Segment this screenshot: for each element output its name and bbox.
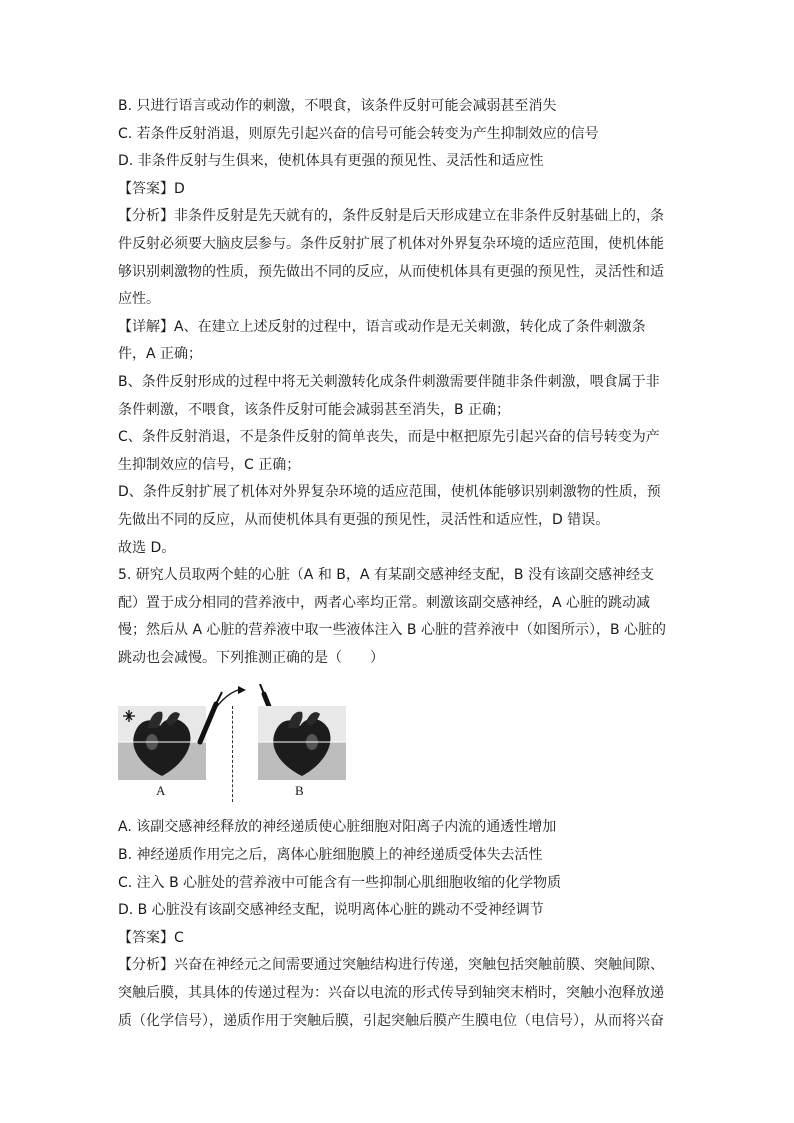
- text-line: 【详解】A、在建立上述反射的过程中，语言或动作是无关刺激，转化成了条件刺激条: [118, 318, 646, 335]
- text-line: C、条件反射消退，不是条件反射的简单丧失，而是中枢把原先引起兴奋的信号转变为产: [118, 429, 660, 446]
- text-line: 应性。: [118, 291, 160, 308]
- text-line: C. 注入 B 心脏处的营养液中可能含有一些抑制心肌细胞收缩的化学物质: [118, 874, 562, 891]
- question-text-bottom: [118, 814, 678, 1035]
- text-line: D、条件反射扩展了机体对外界复杂环境的适应范围，使机体能够识别刺激物的性质，预: [118, 484, 661, 501]
- text-line: D. B 心脏没有该副交感神经支配，说明离体心脏的跳动不受神经调节: [118, 902, 544, 919]
- text-line: A. 该副交感神经释放的神经递质使心脏细胞对阳离子内流的通透性增加: [118, 819, 557, 836]
- text-line: 件，A 正确；: [118, 346, 203, 363]
- text-line: 【分析】非条件反射是先天就有的，条件反射是后天形成建立在非条件反射基础上的，条: [118, 208, 664, 225]
- text-line: B. 神经递质作用完之后，离体心脏细胞膜上的神经递质受体失去活性: [118, 847, 543, 864]
- text-line: 配）置于成分相同的营养液中，两者心率均正常。刺激该副交感神经，A 心脏的跳动减: [118, 594, 651, 611]
- text-line: D. 非条件反射与生俱来，使机体具有更强的预见性、灵活性和适应性: [118, 153, 544, 170]
- text-line: 条件刺激，不喂食，该条件反射可能会减弱甚至消失，B 正确；: [118, 401, 511, 418]
- text-line: 【答案】C: [118, 929, 184, 946]
- text-line: 质（化学信号），递质作用于突触后膜，引起突触后膜产生膜电位（电信号），从而将兴奋: [118, 1012, 664, 1029]
- text-line: 先做出不同的反应，从而使机体具有更强的预见性，灵活性和适应性，D 错误。: [118, 511, 610, 528]
- figure-label-b: B: [295, 783, 304, 799]
- text-line: 突触后膜，其具体的传递过程为：兴奋以电流的形式传导到轴突末梢时，突触小泡释放递: [118, 985, 664, 1002]
- document-page: [118, 93, 678, 1035]
- question-text-top: [118, 93, 678, 672]
- text-line: 【答案】D: [118, 180, 185, 197]
- text-line: 件反射必须要大脑皮层参与。条件反射扩展了机体对外界复杂环境的适应范围，使机体能: [118, 235, 664, 252]
- text-line: 故选 D。: [118, 539, 176, 556]
- experiment-figure: [118, 684, 318, 808]
- text-line: 生抑制效应的信号，C 正确；: [118, 456, 301, 473]
- text-line: B、条件反射形成的过程中将无关刺激转化成条件刺激需要伴随非条件刺激，喂食属于非: [118, 373, 660, 390]
- text-line: 跳动也会减慢。下列推测正确的是（ ）: [118, 649, 384, 666]
- dashed-divider: [232, 706, 233, 802]
- text-line: 【分析】兴奋在神经元之间需要通过突触结构进行传递，突触包括突触前膜、突触间隙、: [118, 957, 664, 974]
- figure-label-a: A: [156, 783, 166, 799]
- text-line: C. 若条件反射消退，则原先引起兴奋的信号可能会转变为产生抑制效应的信号: [118, 125, 599, 142]
- text-line: B. 只进行语言或动作的刺激，不喂食，该条件反射可能会减弱甚至消失: [118, 98, 557, 114]
- text-line: 够识别刺激物的性质，预先做出不同的反应，从而使机体具有更强的预见性，灵活性和适: [118, 263, 664, 280]
- text-line: 5. 研究人员取两个蛙的心脏（A 和 B，A 有某副交感神经支配，B 没有该副交感神经支: [118, 567, 654, 584]
- text-line: 慢；然后从 A 心脏的营养液中取一些液体注入 B 心脏的营养液中（如图所示），B 心脏的: [118, 622, 667, 639]
- heart-b-image: [258, 706, 346, 780]
